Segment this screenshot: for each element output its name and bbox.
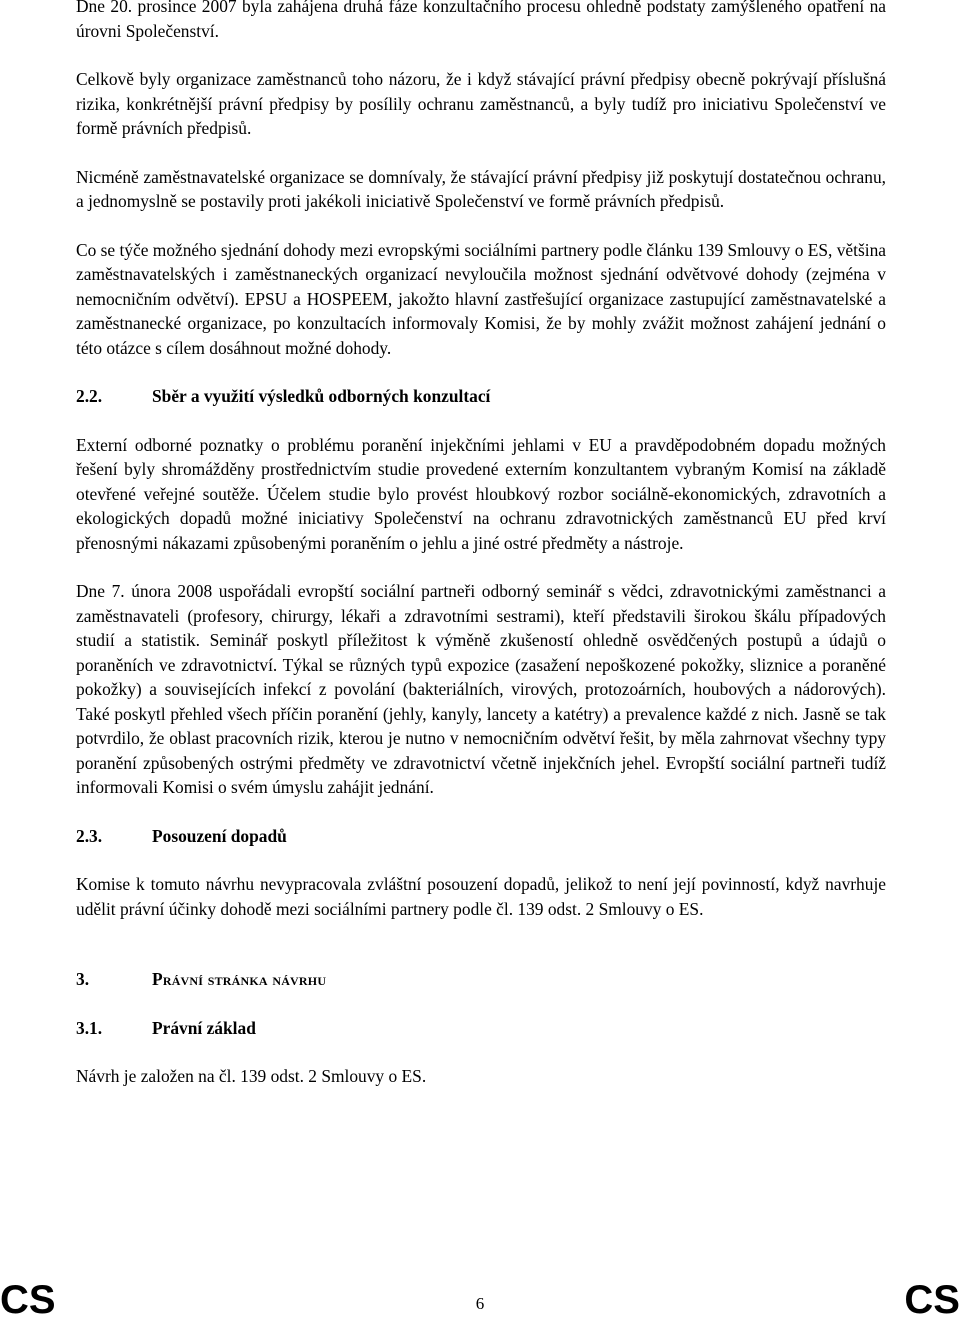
paragraph: Nicméně zaměstnavatelské organizace se domnívaly, že stávající právní předpisy již poskytují dostatečnou ochranu, a jednomyslně se postavily proti jakékoli iniciativě Společenství ve formě právních předpisů. <box>76 166 886 211</box>
section-number: 2.2. <box>76 386 103 406</box>
paragraph: Komise k tomuto návrhu nevypracovala zvláštní posouzení dopadů, jelikož to není její povinností, když navrhuje udělit právní účinky dohodě mezi sociálními partnery podle čl. 139 odst. 2 Smlouvy o ES. <box>76 874 886 919</box>
section-heading-3-1 <box>76 1016 886 1041</box>
page-footer <box>0 1280 960 1320</box>
section-heading-2-2 <box>76 384 886 409</box>
section-title: Posouzení dopadů <box>152 825 287 846</box>
paragraph: Dne 7. února 2008 uspořádali evropští sociální partneři odborný seminář s vědci, zdravotnickými zaměstnanci a zaměstnavateli (profesory, chirurgy, lékaři a zdravotními sestrami), kteří představili širokou škálu případových studií a statistik. Seminář poskytl příležitost k výměně zkušeností ohledně osvědčených postupů a údajů o poraněních ve zdravotnictví. Týkal se různých typů expozice (zasažení nepoškozené pokožky, sliznice a poraněné pokožky) a souvisejících infekcí z povolání (bakteriálních, virových, protozoárních, houbových a nádorových). Také poskytl přehled všech příčin poranění (jehly, kanyly, lancety a katétry) a prevalence každé z nich. Jasně se tak potvrdilo, že oblast pracovních rizik, kterou je nutno v nemocničním odvětví řešit, by měla zahrnovat všechny typy poranění způsobených ostrými předměty ve zdravotnictví včetně injekčních jehel. Evropští sociální partneři tudíž informovali Komisi o svém úmyslu zahájit jednání. <box>76 581 886 797</box>
paragraph: Celkově byly organizace zaměstnanců toho názoru, že i když stávající právní předpisy obecně pokrývají příslušná rizika, konkrétnější právní předpisy by posílily ochranu zaměstnanců, a byly tudíž pro iniciativu Společenství ve formě právních předpisů. <box>76 69 886 138</box>
section-heading-3 <box>76 967 886 992</box>
document-body <box>76 0 886 1113</box>
paragraph: Dne 20. prosince 2007 byla zahájena druhá fáze konzultačního procesu ohledně podstaty zamýšleného opatření na úrovni Společenství. <box>76 0 886 41</box>
section-title: Sběr a využití výsledků odborných konzultací <box>152 386 491 406</box>
language-mark-left: CS <box>0 1278 56 1322</box>
section-number: 2.3. <box>76 825 103 846</box>
language-mark-right: CS <box>904 1278 960 1322</box>
section-heading-2-3 <box>76 824 886 849</box>
section-number: 3. <box>76 969 90 989</box>
paragraph: Co se týče možného sjednání dohody mezi evropskými sociálními partnery podle článku 139 Smlouvy o ES, většina zaměstnavatelských i zaměstnaneckých organizací nevyloučila možnost sjednání odvětvové dohody (zejména v nemocničním odvětví). EPSU a HOSPEEM, jakožto hlavní zastřešující organizace zastupující zaměstnavatelské a zaměstnanecké organizace, po konzultacích informovaly Komisi, že by mohly zvážit možnost zahájení jednání o této otázce s cílem dosáhnout možné dohody. <box>76 239 886 358</box>
paragraph: Externí odborné poznatky o problému poranění injekčními jehlami v EU a pravděpodobném dopadu možných řešení byly shromážděny prostřednictvím studie provedené externím konzultantem vybraným Komisí na základě otevřené veřejné soutěže. Účelem studie bylo provést hloubkový rozbor sociálně-ekonomických, zdravotních a ekologických dopadů možné iniciativy Společenství na ochranu zdravotnických zaměstnanců EU před krví přenosnými nákazami způsobenými poraněním o jehlu a jiné ostré předměty a nástroje. <box>76 434 886 553</box>
section-number: 3.1. <box>76 1017 103 1038</box>
paragraph: Návrh je založen na čl. 139 odst. 2 Smlouvy o ES. <box>76 1066 427 1086</box>
page-number: 6 <box>475 1294 485 1313</box>
section-title: Právní základ <box>152 1017 256 1038</box>
section-title: Právní stránka návrhu <box>152 969 327 989</box>
